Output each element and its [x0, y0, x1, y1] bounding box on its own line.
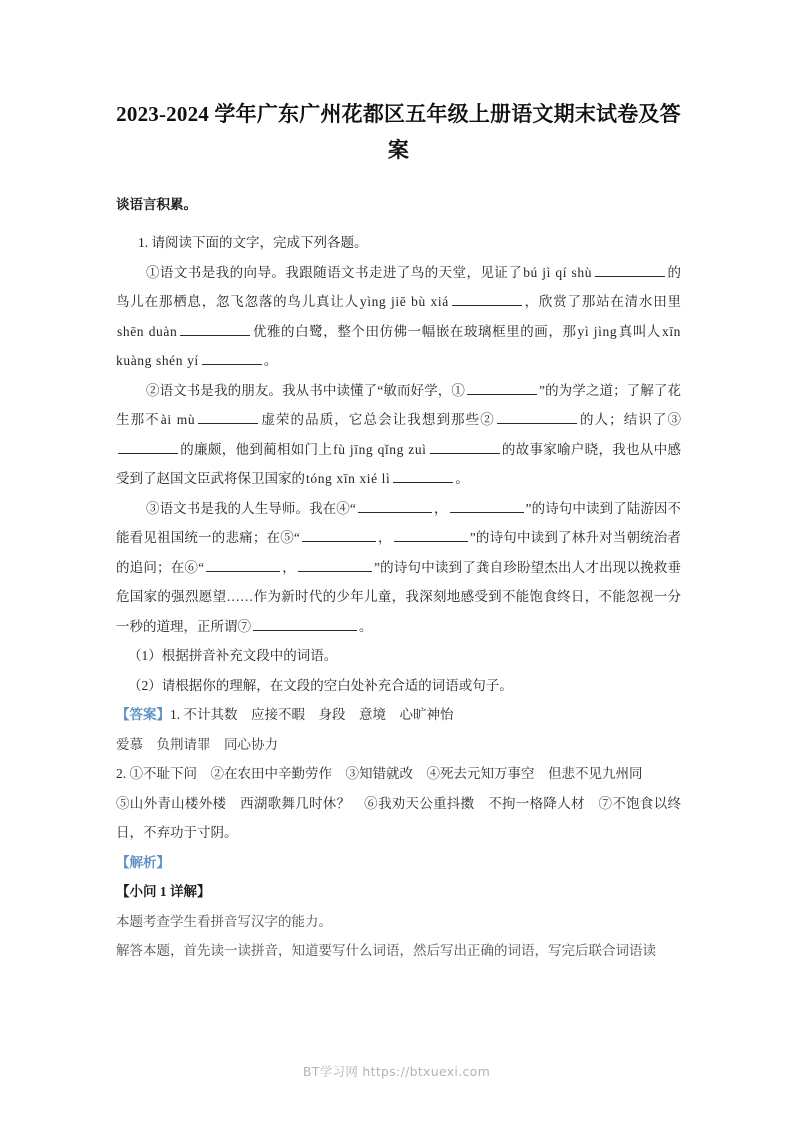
para2-seg1: ②语文书是我的朋友。我从书中读懂了“敏而好学，① [146, 382, 465, 398]
question-paragraph-1 [116, 258, 681, 376]
para3-seg8: 。 [359, 618, 373, 634]
para3-seg3: ”的诗句中读到了陆游因不能看见祖国统一的悲痛；在⑤“ [116, 500, 682, 545]
blank-field[interactable] [467, 380, 537, 395]
para3-seg5: ”的诗句中读到了林升对当朝统治者的追问；在⑥“ [116, 530, 681, 575]
answer-label: 【答案】 [116, 707, 170, 722]
analysis-line-2: 解答本题，首先读一读拼音，知道要写什么词语，然后写出正确的词语，写完后联合词语读 [116, 943, 656, 958]
para1-pinyin-2: yìng jiē bù xiá [359, 294, 449, 309]
section-heading: 谈语言积累。 [116, 197, 197, 212]
blank-field[interactable] [430, 439, 500, 454]
question-paragraph-2 [116, 376, 681, 494]
blank-field[interactable] [202, 350, 262, 365]
blank-field[interactable] [394, 527, 468, 542]
para1-seg2: 的鸟儿在那栖息，忽飞忽落的鸟儿真让人 [116, 264, 682, 309]
blank-field[interactable] [198, 409, 258, 424]
question-number-line: 1. 请阅读下面的文字，完成下列各题。 [138, 235, 368, 250]
analysis-sub-label-row [116, 877, 681, 907]
para1-pinyin-1: bú jì qí shù [523, 264, 593, 280]
blank-field[interactable] [393, 468, 453, 483]
para2-seg2: ”的为学之道；了解了花生那不 [116, 382, 681, 427]
analysis-label: 【解析】 [116, 854, 170, 870]
para1-seg4: 优雅的白鹭，整个田仿佛一幅嵌在玻璃框里的画，那 [252, 323, 577, 339]
blank-field[interactable] [452, 291, 522, 306]
blank-field[interactable] [497, 409, 577, 424]
blank-field[interactable] [595, 262, 665, 277]
blank-field[interactable] [358, 498, 432, 513]
blank-field[interactable] [206, 557, 280, 572]
para2-pinyin-1: ài mù [160, 412, 196, 427]
analysis-line-1: 本题考查学生看拼音写汉字的能力。 [116, 913, 332, 929]
para2-seg3: 虚荣的品质，它总会让我想到那些② [260, 412, 495, 427]
blank-field[interactable] [253, 616, 357, 631]
para2-seg5: 的廉颇，他到蔺相如门上 [180, 441, 333, 457]
document-content [116, 96, 681, 966]
question-paragraph-3 [116, 494, 681, 642]
para3-seg2: ， [433, 500, 448, 516]
para1-seg6: 。 [263, 353, 278, 368]
blank-field[interactable] [302, 527, 376, 542]
page-title: 2023-2024 学年广东广州花都区五年级上册语文期末试卷及答案 [116, 102, 681, 162]
para2-seg4: 的人；结识了③ [578, 412, 681, 427]
blank-field[interactable] [450, 498, 524, 513]
answer-line-4: ⑤山外青山楼外楼 西湖歌舞几时休？ ⑥我劝天公重抖擞 不拘一格降人材 ⑦不饱食以终日，不弃功于寸阴。 [116, 795, 681, 840]
para2-seg6: 的故事家喻户晓，我也从中感受到了赵国文臣武将保卫国家的 [116, 441, 682, 486]
blank-field[interactable] [298, 557, 372, 572]
blank-field[interactable] [118, 439, 178, 454]
sub-question-2: （2）请根据你的理解，在文段的空白处补充合适的词语或句子。 [128, 677, 513, 693]
para3-seg4: ， [377, 530, 392, 545]
answer-line-1: 1. 不计其数 应接不暇 身段 意境 心旷神怡 [170, 707, 454, 722]
answer-line-2: 爱慕 负荆请罪 同心协力 [116, 736, 278, 752]
para1-seg5: 真叫人 [618, 323, 661, 339]
para2-seg7: 。 [455, 471, 469, 486]
para2-pinyin-3: tóng xīn xié lì [306, 471, 391, 486]
para1-pinyin-3: shēn duàn [117, 323, 178, 339]
answer-block-line-1 [116, 700, 681, 730]
analysis-label-row [116, 848, 681, 878]
para1-pinyin-5: xīn kuàng shén yí [116, 323, 682, 368]
para1-pinyin-4: yì jìng [577, 323, 618, 339]
para1-seg1: ①语文书是我的向导。我跟随语文书走进了鸟的天堂，见证了 [146, 264, 523, 280]
para1-seg3: ，欣赏了那站在清水田里 [523, 294, 682, 309]
answer-line-3: 2. ①不耻下问 ②在农田中辛勤劳作 ③知错就改 ④死去元知万事空 但悲不见九州同 [116, 766, 643, 781]
sub-question-1: （1）根据拼音补充文段中的词语。 [128, 648, 338, 663]
footer-watermark: BT学习网 https://btxuexi.com [302, 1064, 491, 1079]
para3-seg6: ， [282, 559, 296, 575]
para3-seg1: ③语文书是我的人生导师。我在④“ [146, 500, 356, 516]
para3-seg7: ”的诗句中读到了龚自珍盼望杰出人才出现以挽救垂危国家的强烈愿望……作为新时代的少年儿童，我深刻地感受到不能饱食终日，不能忽视一分一秒的道理，正所谓⑦ [116, 559, 681, 634]
blank-field[interactable] [180, 321, 250, 336]
para2-pinyin-2: fù jīng qǐng zuì [333, 441, 427, 457]
analysis-sub-label: 【小问 1 详解】 [116, 884, 211, 899]
